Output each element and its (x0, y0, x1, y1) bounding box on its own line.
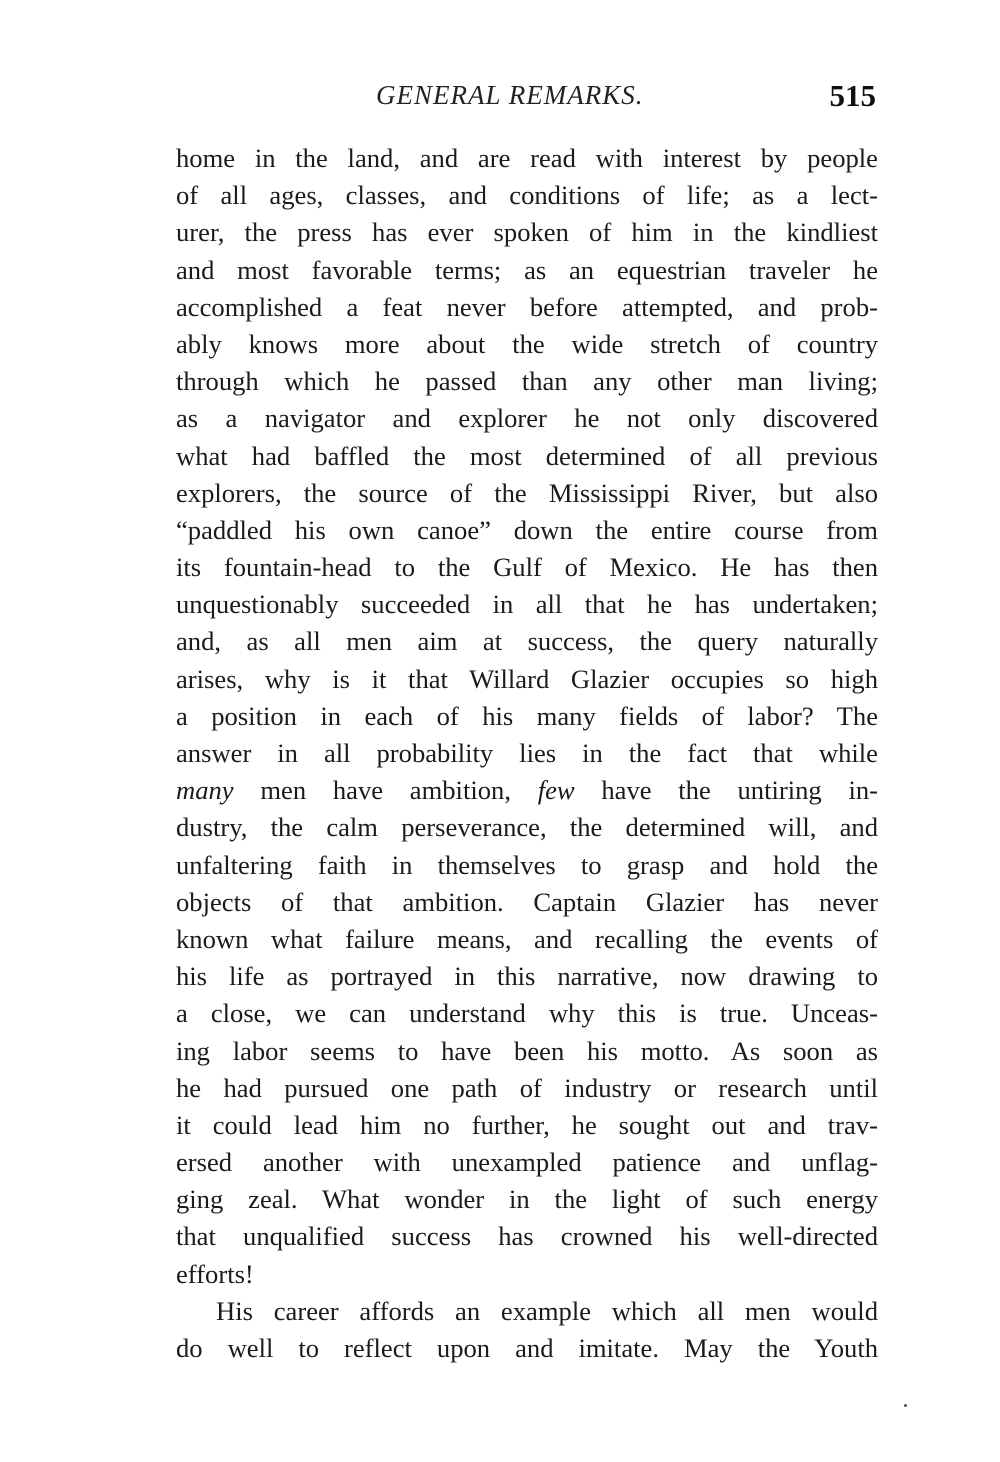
text-line: as a navigator and explorer he not only discovered (176, 403, 878, 434)
text-line: ging zeal. What wonder in the light of such energy (176, 1184, 878, 1215)
text-line: a position in each of his many fields of labor? The (176, 700, 878, 731)
text-line: of all ages, classes, and conditions of life; as a lect- (176, 180, 878, 211)
body-text (176, 140, 878, 1367)
running-title: GENERAL REMARKS. (376, 80, 644, 110)
text-line: ably knows more about the wide stretch of country (176, 328, 878, 359)
text-line: “paddled his own canoe” down the entire course from (176, 514, 878, 545)
text-line: through which he passed than any other man living; (176, 366, 878, 397)
running-head (176, 80, 876, 120)
text-line: answer in all probability lies in the fact that while (176, 738, 878, 768)
text-line: home in the land, and are read with interest by people (176, 143, 878, 173)
text-line: accomplished a feat never before attempted, and prob- (176, 291, 878, 322)
text-line: arises, why is it that Willard Glazier occupies so high (176, 663, 878, 694)
text-line: known what failure means, and recalling the events of (176, 923, 878, 954)
text-line: explorers, the source of the Mississippi River, but also (176, 477, 878, 508)
text-line: it could lead him no further, he sought out and trav- (176, 1109, 878, 1140)
text-line: unfaltering faith in themselves to grasp and hold the (176, 849, 878, 880)
text-line: His career affords an example which all men would (216, 1295, 878, 1326)
page-number: 515 (829, 78, 876, 113)
text-line: a close, we can understand why this is true. Unceas- (176, 998, 878, 1029)
text-line: he had pursued one path of industry or research until (176, 1072, 878, 1103)
paper-speck (904, 1404, 907, 1407)
text-line: dustry, the calm perseverance, the determined will, and (176, 812, 878, 843)
text-line: objects of that ambition. Captain Glazier has never (176, 886, 878, 917)
text-line: its fountain-head to the Gulf of Mexico. He has then (176, 552, 878, 583)
text-line: do well to reflect upon and imitate. May the Youth (176, 1333, 878, 1363)
text-line: ing labor seems to have been his motto. As soon as (176, 1035, 878, 1066)
text-line: many men have ambition, few have the untiring in- (176, 775, 878, 806)
text-line: efforts! (176, 1258, 254, 1289)
text-line: his life as portrayed in this narrative, now drawing to (176, 961, 878, 992)
text-line: ersed another with unexampled patience and unflag- (176, 1147, 878, 1178)
text-line: unquestionably succeeded in all that he has undertaken; (176, 589, 878, 620)
text-line: that unqualified success has crowned his well-directed (176, 1221, 878, 1252)
text-line: what had baffled the most determined of all previous (176, 440, 878, 471)
text-line: urer, the press has ever spoken of him in the kindliest (176, 217, 878, 248)
text-line: and, as all men aim at success, the query naturally (176, 626, 878, 657)
text-line: and most favorable terms; as an equestrian traveler he (176, 254, 878, 285)
